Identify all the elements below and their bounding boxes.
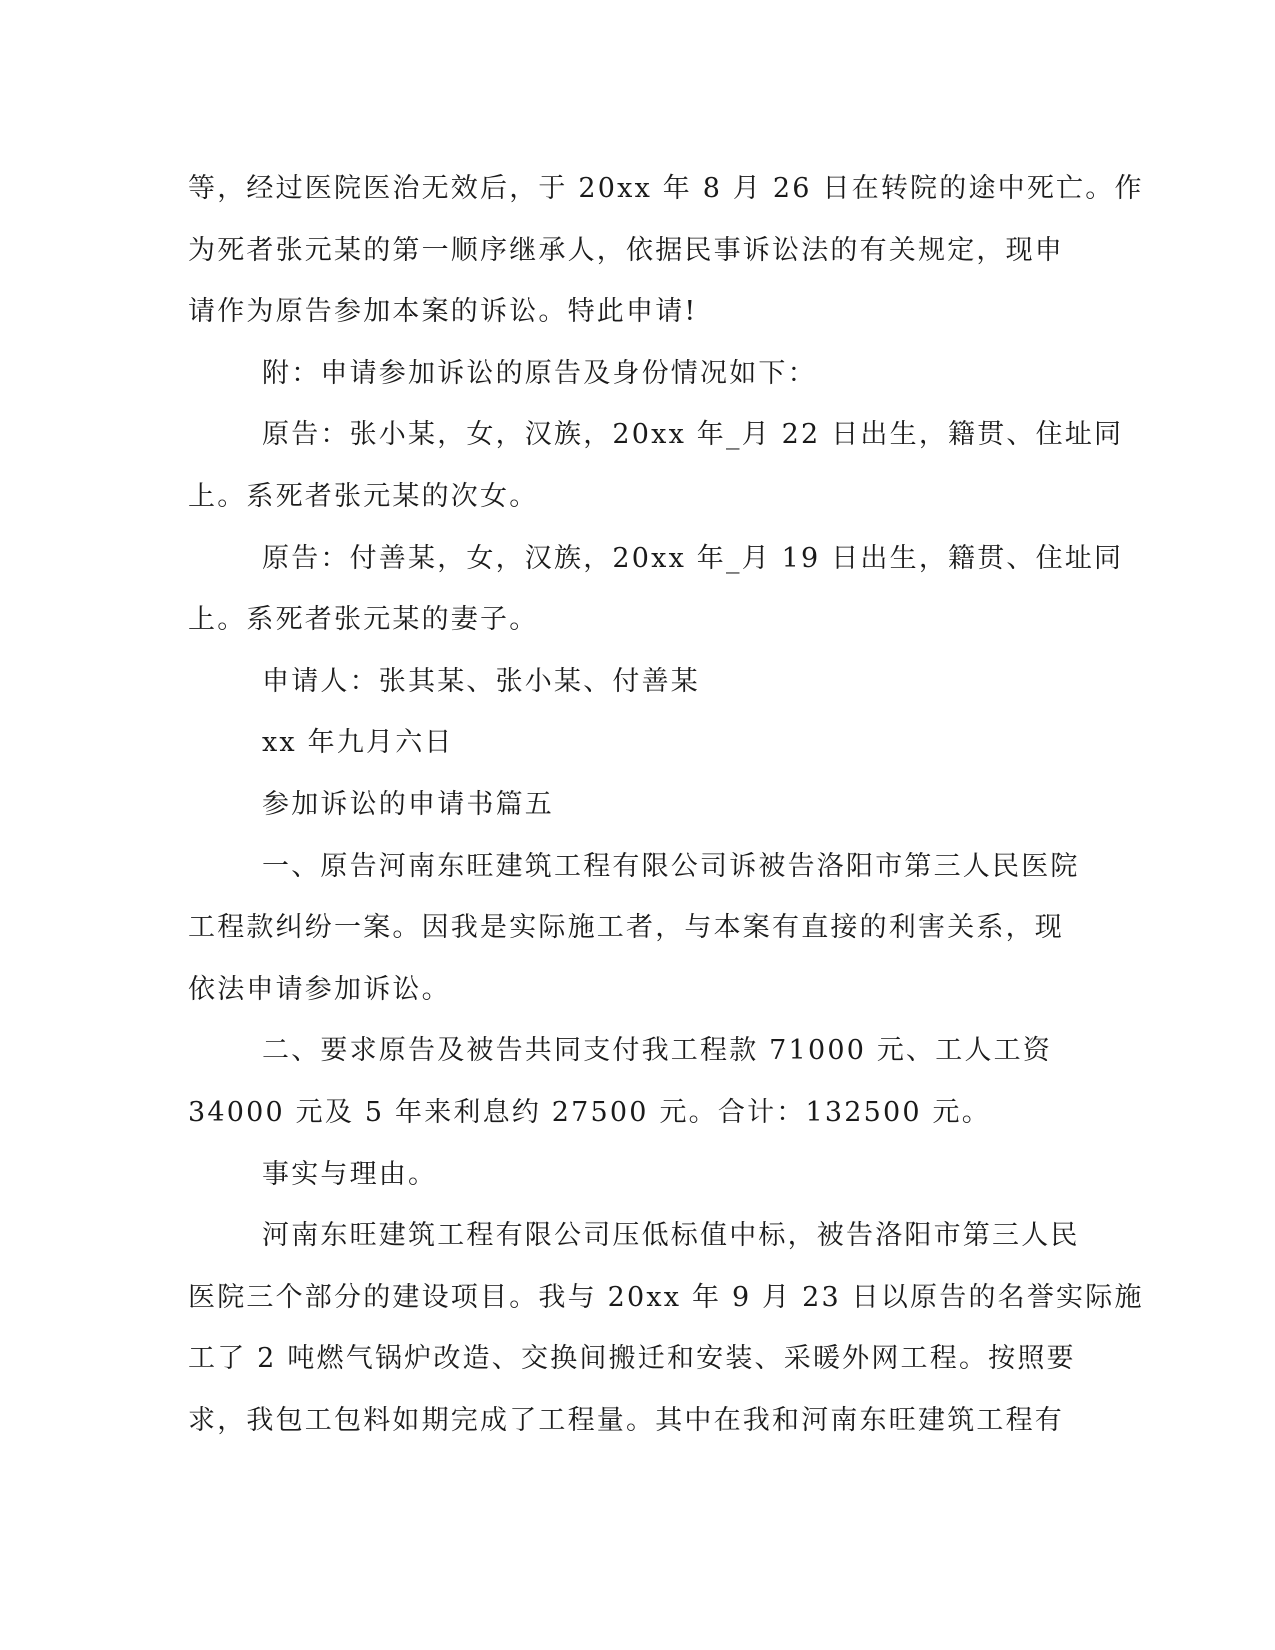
text-line: 等，经过医院医治无效后，于 20xx 年 8 月 26 日在转院的途中死亡。作 [188, 173, 1144, 204]
text-line: 一、原告河南东旺建筑工程有限公司诉被告洛阳市第三人民医院 [262, 850, 1080, 882]
section-heading: 参加诉讼的申请书篇五 [262, 788, 554, 820]
text-line: xx 年九月六日 [262, 727, 454, 759]
text-line: 二、要求原告及被告共同支付我工程款 71000 元、工人工资 [262, 1035, 1053, 1067]
text-line: 请作为原告参加本案的诉讼。特此申请! [188, 296, 698, 328]
text-line: 上。系死者张元某的次女。 [188, 480, 539, 512]
text-line: 原告：张小某，女，汉族，20xx 年_月 22 日出生，籍贯、住址同 [262, 419, 1124, 451]
text-line: 附：申请参加诉讼的原告及身份情况如下： [262, 357, 817, 389]
text-line: 为死者张元某的第一顺序继承人，依据民事诉讼法的有关规定，现申 [188, 234, 1064, 266]
text-line: 求，我包工包料如期完成了工程量。其中在我和河南东旺建筑工程有 [188, 1404, 1064, 1436]
text-line: 工了 2 吨燃气锅炉改造、交换间搬迁和安装、采暖外网工程。按照要 [188, 1343, 1076, 1375]
text-line: 事实与理由。 [262, 1158, 438, 1190]
text-line: 申请人：张其某、张小某、付善某 [262, 665, 700, 697]
text-line: 医院三个部分的建设项目。我与 20xx 年 9 月 23 日以原告的名誉实际施 [188, 1281, 1144, 1313]
text-line: 原告：付善某，女，汉族，20xx 年_月 19 日出生，籍贯、住址同 [262, 542, 1124, 574]
text-line: 河南东旺建筑工程有限公司压低标值中标，被告洛阳市第三人民 [262, 1220, 1080, 1252]
document-body [188, 158, 1144, 1451]
text-line: 工程款纠纷一案。因我是实际施工者，与本案有直接的利害关系，现 [188, 912, 1064, 944]
text-line: 依法申请参加诉讼。 [188, 973, 451, 1005]
text-line: 上。系死者张元某的妻子。 [188, 604, 539, 636]
text-line: 34000 元及 5 年来利息约 27500 元。合计：132500 元。 [188, 1096, 991, 1128]
